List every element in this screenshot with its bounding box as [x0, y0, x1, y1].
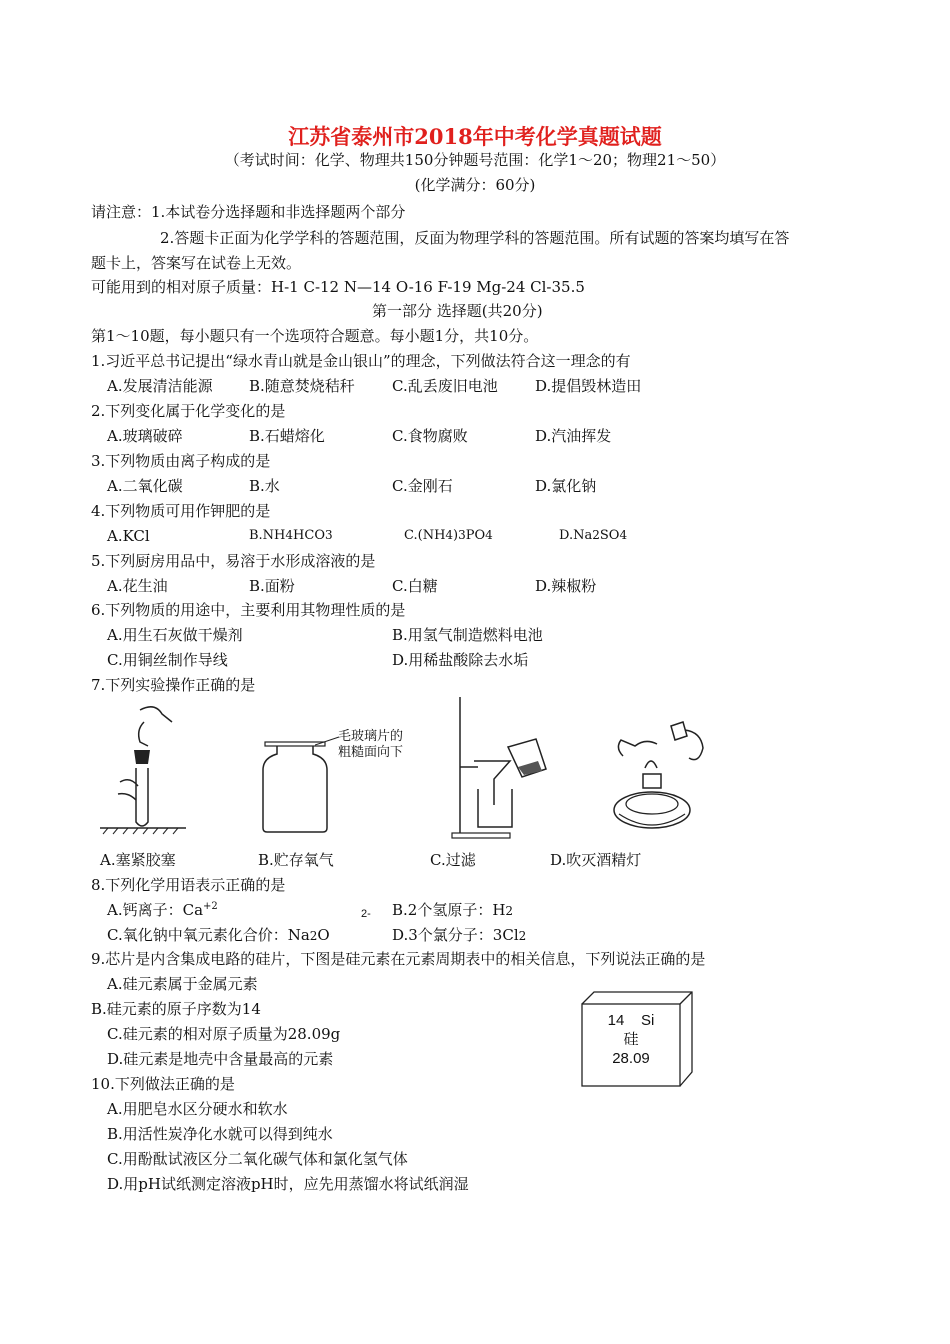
element-atomic-number: 14 — [607, 1012, 625, 1029]
element-tile-header — [582, 1011, 680, 1031]
q3-option-a: A.二氧化碳 — [107, 477, 183, 495]
question-5-stem: 5.下列厨房用品中，易溶于水形成溶液的是 — [91, 552, 376, 570]
q6-option-c: C.用铜丝制作导线 — [107, 651, 228, 669]
question-3-stem: 3.下列物质由离子构成的是 — [91, 452, 271, 470]
q6-option-b: B.用氢气制造燃料电池 — [392, 626, 543, 644]
q5-option-a: A.花生油 — [107, 577, 168, 595]
q1-option-c: C.乱丢废旧电池 — [392, 377, 498, 395]
question-8-stem: 8.下列化学用语表示正确的是 — [91, 876, 286, 894]
q5-option-b: B.面粉 — [249, 577, 295, 595]
q10-option-d: D.用pH试纸测定溶液pH时，应先用蒸馏水将试纸润湿 — [107, 1175, 469, 1193]
part1-instruction: 第1～10题，每小题只有一个选项符合题意。每小题1分，共10分。 — [91, 327, 539, 345]
q8-option-b: B.2个氢原子：H2 — [392, 901, 514, 919]
q7-option-a: A.塞紧胶塞 — [100, 851, 176, 869]
question-10-stem: 10.下列做法正确的是 — [91, 1075, 235, 1093]
q10-option-c: C.用酚酞试液区分二氧化碳气体和氯化氢气体 — [107, 1150, 408, 1168]
q5-option-c: C.白糖 — [392, 577, 438, 595]
note-line-1: 请注意：1.本试卷分选择题和非选择题两个部分 — [91, 203, 406, 221]
q3-option-c: C.金刚石 — [392, 477, 453, 495]
illustration-filtration — [448, 695, 558, 840]
q5-option-d: D.辣椒粉 — [535, 577, 597, 595]
q3-option-b: B.水 — [249, 477, 280, 495]
question-1-stem: 1.习近平总书记提出“绿水青山就是金山银山”的理念，下列做法符合这一理念的有 — [91, 352, 631, 370]
question-9-stem: 9.芯片是内含集成电路的硅片，下图是硅元素在元素周期表中的相关信息，下列说法正确的是 — [91, 950, 706, 968]
full-score-note: (化学满分：60分) — [414, 176, 536, 194]
q4-option-d: D.Na2SO4 — [559, 528, 628, 543]
q2-option-d: D.汽油挥发 — [535, 427, 612, 445]
question-4-stem: 4.下列物质可用作钾肥的是 — [91, 502, 271, 520]
question-7-stem: 7.下列实验操作正确的是 — [91, 676, 256, 694]
q9-option-c: C.硅元素的相对原子质量为28.09g — [107, 1025, 341, 1043]
q10-option-a: A.用肥皂水区分硬水和软水 — [107, 1100, 288, 1118]
q2-option-c: C.食物腐败 — [392, 427, 468, 445]
exam-time-note: （考试时间：化学、物理共150分钟题号范围：化学1～20；物理21～50） — [224, 151, 726, 169]
q1-option-b: B.随意焚烧秸秆 — [249, 377, 355, 395]
q6-option-a: A.用生石灰做干燥剂 — [107, 626, 243, 644]
note-line-2a: 2.答题卡正面为化学学科的答题范围，反面为物理学科的答题范围。所有试题的答案均填写在答 — [160, 229, 790, 247]
callout-line — [315, 735, 340, 747]
q8-floating-charge: 2- — [361, 908, 371, 920]
q7-option-c: C.过滤 — [430, 851, 476, 869]
q9-option-b: B.硅元素的原子序数为14 — [91, 1000, 261, 1018]
callout-label-line2: 粗糙面向下 — [338, 744, 404, 759]
atomic-mass-line: 可能用到的相对原子质量：H-1 C-12 N—14 O-16 F-19 Mg-24 Cl-35.5 — [91, 278, 585, 296]
element-symbol: Si — [641, 1012, 655, 1029]
page-title: 江苏省泰州市2018年中考化学真题试题 — [288, 124, 662, 149]
q1-option-a: A.发展清洁能源 — [107, 377, 213, 395]
q2-option-b: B.石蜡熔化 — [249, 427, 325, 445]
note-line-2b: 题卡上，答案写在试卷上无效。 — [91, 254, 302, 272]
q9-option-a: A.硅元素属于金属元素 — [107, 975, 258, 993]
illustration-alcohol-lamp — [605, 718, 715, 838]
q8-option-a: A.钙离子：$Ca^{+2}$ — [107, 901, 218, 919]
q7-option-b: B.贮存氧气 — [258, 851, 334, 869]
callout-label-line1: 毛玻璃片的 — [338, 728, 404, 743]
q10-option-b: B.用活性炭净化水就可以得到纯水 — [107, 1125, 333, 1143]
q6-option-d: D.用稀盐酸除去水垢 — [392, 651, 529, 669]
part1-heading: 第一部分 选择题(共20分) — [372, 302, 543, 320]
q9-option-d: D.硅元素是地壳中含量最高的元素 — [107, 1050, 334, 1068]
question-2-stem: 2.下列变化属于化学变化的是 — [91, 402, 286, 420]
q4-option-a: A.KCl — [107, 527, 150, 545]
q3-option-d: D.氯化钠 — [535, 477, 597, 495]
element-atomic-mass: 28.09 — [612, 1050, 650, 1067]
q8-option-d: D.3个氯分子：3Cl2 — [392, 926, 527, 944]
illustration-insert-stopper — [100, 700, 190, 840]
q1-option-d: D.提倡毁林造田 — [535, 377, 642, 395]
q4-option-b: B.NH4HCO3 — [249, 528, 333, 543]
element-name: 硅 — [623, 1031, 639, 1048]
q4-option-c: C.(NH4)3PO4 — [404, 528, 493, 543]
question-6-stem: 6.下列物质的用途中，主要利用其物理性质的是 — [91, 601, 406, 619]
q2-option-a: A.玻璃破碎 — [107, 427, 183, 445]
q7-option-d: D.吹灭酒精灯 — [550, 851, 642, 869]
illustration-gas-jar — [255, 740, 335, 835]
q8-option-c: C.氧化钠中氧元素化合价：Na2O — [107, 926, 330, 944]
